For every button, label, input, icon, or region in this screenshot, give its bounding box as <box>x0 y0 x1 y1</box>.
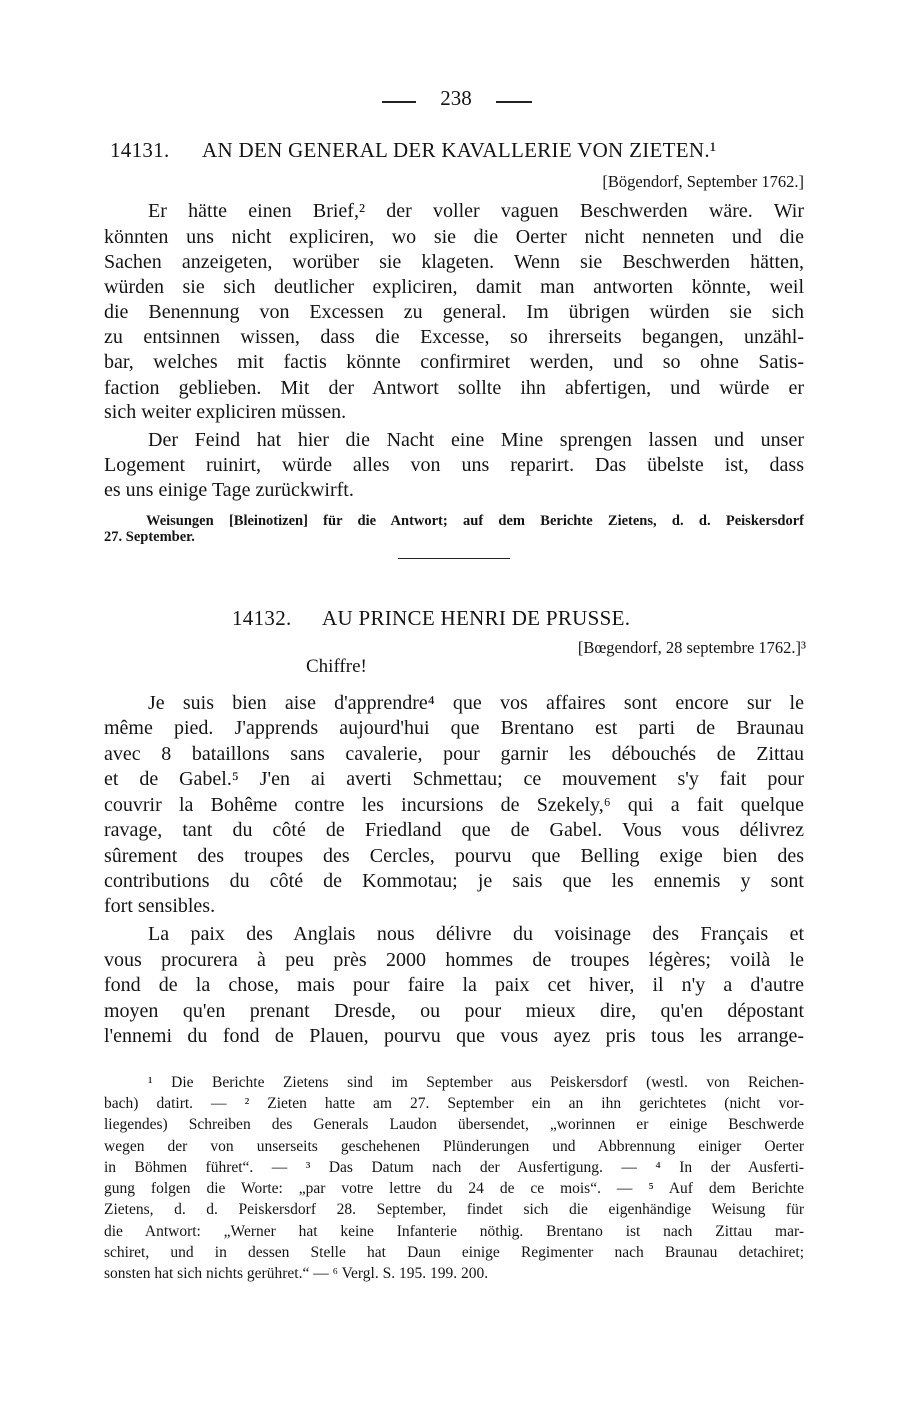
text-line: faction geblieben. Mit der Antwort sollte ihn abfertigen, und würde er <box>104 377 804 399</box>
text-line: couvrir la Bohême contre les incursions de Szekely,⁶ qui a fait quelque <box>104 794 804 816</box>
letter-1-dateline: [Bögendorf, September 1762.] <box>602 172 804 191</box>
text-line: contributions du côté de Kommotau; je sais que les ennemis y sont <box>104 870 804 892</box>
text-line: Logement ruinirt, würde alles von uns reparirt. Das übelste ist, dass <box>104 454 804 476</box>
header-dash-right <box>496 101 532 103</box>
text-line: zu entsinnen wissen, dass die Excesse, so ihrerseits begangen, unzähl- <box>104 326 804 348</box>
text-line: et de Gabel.⁵ J'en ai averti Schmettau; ce mouvement s'y fait pour <box>104 768 804 790</box>
text-line: Der Feind hat hier die Nacht eine Mine sprengen lassen und unser <box>148 429 804 451</box>
text-line: avec 8 bataillons sans cavalerie, pour garnir les débouchés de Zittau <box>104 743 804 765</box>
text-line: Je suis bien aise d'apprendre⁴ que vos affaires sont encore sur le <box>148 692 804 714</box>
footnote-line: Zietens, d. d. Peiskersdorf 28. September, findet sich die eigenhändige Weisung für <box>104 1201 804 1218</box>
text-line: La paix des Anglais nous délivre du voisinage des Français et <box>148 923 804 945</box>
footnote-line: bach) datirt. — ² Zieten hatte am 27. September ein an ihn gerichtetes (nicht vor- <box>104 1095 804 1112</box>
source-note-line: 27. September. <box>104 529 195 545</box>
text-line: fort sensibles. <box>104 895 216 917</box>
footnote-line: sonsten hat sich nichts gerühret.“ — ⁶ Vergl. S. 195. 199. 200. <box>104 1265 489 1282</box>
page-number: 238 <box>440 86 472 110</box>
text-line: könnten uns nicht expliciren, wo sie die Oerter nicht nenneten und die <box>104 226 804 248</box>
header-dash-left <box>382 101 416 103</box>
section-divider <box>398 558 510 559</box>
text-line: sich weiter expliciren müssen. <box>104 401 347 423</box>
footnote-line: in Böhmen führet“. — ³ Das Datum nach der Ausfertigung. — ⁴ In der Ausferti- <box>104 1159 804 1176</box>
cipher-note: Chiffre! <box>306 656 367 677</box>
text-line: ravage, tant du côté de Friedland que de Gabel. Vous vous délivrez <box>104 819 804 841</box>
letter-2-number: 14132. <box>232 606 292 630</box>
text-line: fond de la chose, mais pour faire la paix cet hiver, il n'y a d'autre <box>104 974 804 996</box>
text-line: Sachen anzeigeten, worüber sie klageten. Wenn sie Beschwerden hätten, <box>104 251 804 273</box>
text-line: es uns einige Tage zurückwirft. <box>104 479 354 501</box>
text-line: die Benennung von Excessen zu general. Im übrigen würden sie sich <box>104 301 804 323</box>
text-line: l'ennemi du fond de Plauen, pourvu que vous ayez pris tous les arrange- <box>104 1025 804 1047</box>
text-line: bar, welches mit factis könnte confirmiret werden, und so ohne Satis- <box>104 351 804 373</box>
letter-1-heading: AN DEN GENERAL DER KAVALLERIE VON ZIETEN.¹ <box>202 138 717 162</box>
text-line: même pied. J'apprends aujourd'hui que Brentano est parti de Braunau <box>104 717 804 739</box>
footnote-line: wegen der von unserseits geschehenen Plünderungen und Abbrennung einiger Oerter <box>104 1138 804 1155</box>
text-line: vous procurera à peu près 2000 hommes de troupes légères; voilà le <box>104 949 804 971</box>
footnote-line: schiret, und in dessen Stelle hat Daun einige Regimenter nach Braunau detachiret; <box>104 1244 804 1261</box>
footnote-line: gung folgen die Worte: „par votre lettre du 24 de ce mois“. — ⁵ Auf dem Berichte <box>104 1180 804 1197</box>
footnote-line: ¹ Die Berichte Zietens sind im September aus Peiskersdorf (westl. von Reichen- <box>148 1074 804 1091</box>
letter-2-dateline: [Bœgendorf, 28 septembre 1762.]³ <box>577 638 806 657</box>
text-line: sûrement des troupes des Cercles, pourvu que Belling exige bien des <box>104 845 804 867</box>
text-line: moyen qu'en prenant Dresde, ou pour mieux dire, qu'en dépostant <box>104 1000 804 1022</box>
text-line: würden sie sich deutlicher expliciren, damit man antworten könnte, weil <box>104 276 804 298</box>
letter-1-number: 14131. <box>110 138 170 162</box>
footnote-line: liegendes) Schreiben des Generals Laudon übersendet, „worinnen er einige Beschwerde <box>104 1116 804 1133</box>
text-line: Er hätte einen Brief,² der voller vaguen Beschwerden wäre. Wir <box>148 200 804 222</box>
source-note-line: Weisungen [Bleinotizen] für die Antwort; auf dem Berichte Zietens, d. d. Peiskersdorf <box>146 513 804 529</box>
footnote-line: die Antwort: „Werner hat keine Infanterie nöthig. Brentano ist nach Zittau mar- <box>104 1223 804 1240</box>
letter-2-heading: AU PRINCE HENRI DE PRUSSE. <box>322 606 631 630</box>
